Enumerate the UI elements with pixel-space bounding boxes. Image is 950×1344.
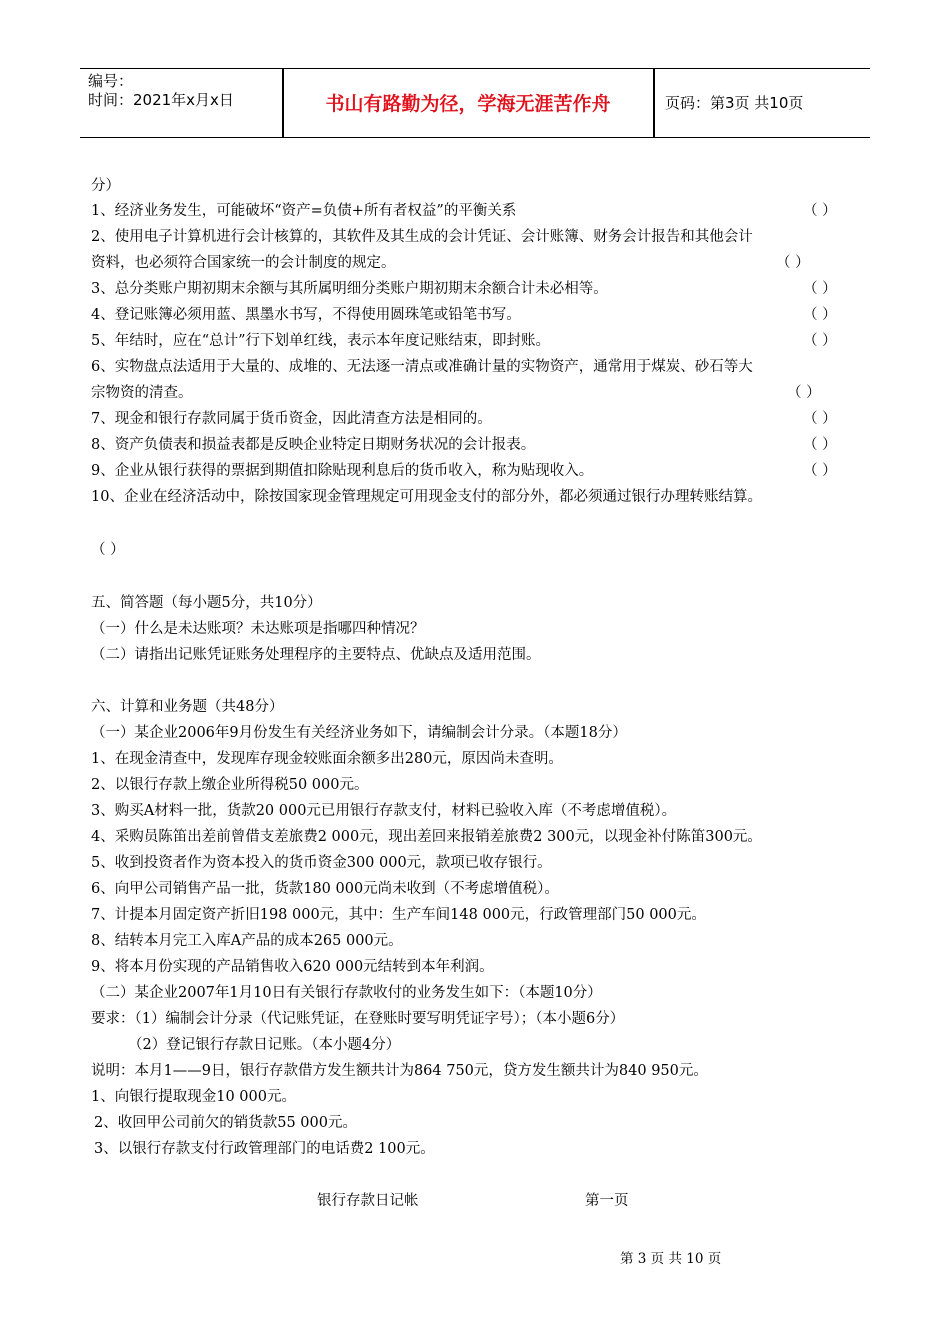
question-6: 6、实物盘点法适用于大量的、成堆的、无法逐一清点或准确计量的实物资产，通常用于煤炭、砂石等大 (91, 359, 753, 375)
transaction-item: 3、购买A材料一批，货款20 000元已用银行存款支付，材料已验收入库（不考虑增值税）。 (91, 803, 677, 819)
transaction-item: 2、收回甲公司前欠的销货款55 000元。 (94, 1115, 357, 1131)
question-4: 4、登记账簿必须用蓝、黑墨水书写，不得使用圆珠笔或铅笔书写。 (91, 307, 521, 323)
question-2-cont: 资料，也必须符合国家统一的会计制度的规定。 (91, 255, 396, 271)
transaction-item: 4、采购员陈笛出差前曾借支差旅费2 000元，现出差回来报销差旅费2 300元，以现金补付陈笛300元。 (91, 829, 762, 845)
document-date-label: 时间：2021年x月x日 (88, 91, 234, 109)
answer-blank: （ ） (803, 203, 837, 219)
problem-1-heading: （一）某企业2006年9月份发生有关经济业务如下，请编制会计分录。（本题18分） (91, 725, 627, 741)
answer-blank: （ ） (803, 437, 837, 453)
header-divider (653, 69, 655, 137)
problem-2-heading: （二）某企业2007年1月10日有关银行存款收付的业务发生如下：（本题10分） (91, 985, 602, 1001)
transaction-item: 2、以银行存款上缴企业所得税50 000元。 (91, 777, 369, 793)
question-2: 2、使用电子计算机进行会计核算的，其软件及其生成的会计凭证、会计账簿、财务会计报告和其他会计 (91, 229, 753, 245)
page-footer: 第 3 页 共 10 页 (620, 1251, 722, 1267)
transaction-item: 3、以银行存款支付行政管理部门的电话费2 100元。 (94, 1141, 435, 1157)
transaction-item: 5、收到投资者作为资本投入的货币资金300 000元，款项已收存银行。 (91, 855, 552, 871)
page-header (80, 68, 870, 138)
document-number-label: 编号： (88, 72, 134, 90)
answer-blank: （ ） (803, 307, 837, 323)
answer-blank: （ ） (803, 411, 837, 427)
instructions-note: 说明：本月1——9日，银行存款借方发生额共计为864 750元，贷方发生额共计为840 950元。 (91, 1063, 708, 1079)
header-meta (88, 72, 234, 110)
section-6-heading: 六、计算和业务题（共48分） (91, 699, 284, 715)
answer-blank: （ ） (776, 255, 810, 271)
transaction-item: 1、在现金清查中，发现库存现金较账面余额多出280元，原因尚未查明。 (91, 751, 563, 767)
answer-blank: （ ） (787, 385, 821, 401)
transaction-item: 9、将本月份实现的产品销售收入620 000元结转到本年利润。 (91, 959, 494, 975)
question-6-cont: 宗物资的清查。 (91, 385, 193, 401)
text-line: 分） (91, 178, 120, 194)
short-answer-1: （一）什么是未达账项？未达账项是指哪四种情况？ (91, 621, 425, 637)
transaction-item: 7、计提本月固定资产折旧198 000元，其中：生产车间148 000元，行政管理部门50 000元。 (91, 907, 706, 923)
question-8: 8、资产负债表和损益表都是反映企业特定日期财务状况的会计报表。 (91, 437, 536, 453)
transaction-item: 6、向甲公司销售产品一批，货款180 000元尚未收到（不考虑增值税）。 (91, 881, 559, 897)
answer-blank: （ ） (803, 463, 837, 479)
section-5-heading: 五、简答题（每小题5分，共10分） (91, 595, 322, 611)
answer-blank: （ ） (803, 281, 837, 297)
question-7: 7、现金和银行存款同属于货币资金，因此清查方法是相同的。 (91, 411, 492, 427)
question-1: 1、经济业务发生，可能破坏“资产=负债+所有者权益”的平衡关系 (91, 203, 517, 219)
answer-blank: （ ） (803, 333, 837, 349)
requirement-2: （2）登记银行存款日记账。（本小题4分） (128, 1037, 401, 1053)
requirement-1: 要求：（1）编制会计分录（代记账凭证，在登账时要写明凭证字号）；（本小题6分） (91, 1011, 625, 1027)
header-page-number: 页码：第3页 共10页 (665, 94, 804, 112)
ledger-page-label: 第一页 (585, 1193, 629, 1209)
question-10: 10、企业在经济活动中，除按国家现金管理规定可用现金支付的部分外，都必须通过银行办理转账结算。 (91, 489, 762, 505)
question-5: 5、年结时，应在“总计”行下划单红线，表示本年度记账结束，即封账。 (91, 333, 551, 349)
transaction-item: 1、向银行提取现金10 000元。 (91, 1089, 296, 1105)
short-answer-2: （二）请指出记账凭证账务处理程序的主要特点、优缺点及适用范围。 (91, 647, 541, 663)
ledger-title: 银行存款日记帐 (317, 1193, 419, 1209)
question-9: 9、企业从银行获得的票据到期值扣除贴现利息后的货币收入，称为贴现收入。 (91, 463, 594, 479)
transaction-item: 8、结转本月完工入库A产品的成本265 000元。 (91, 933, 403, 949)
question-3: 3、总分类账户期初期末余额与其所属明细分类账户期初期末余额合计未必相等。 (91, 281, 608, 297)
answer-blank: （ ） (91, 542, 125, 558)
header-motto: 书山有路勤为径，学海无涯苦作舟 (325, 93, 611, 115)
